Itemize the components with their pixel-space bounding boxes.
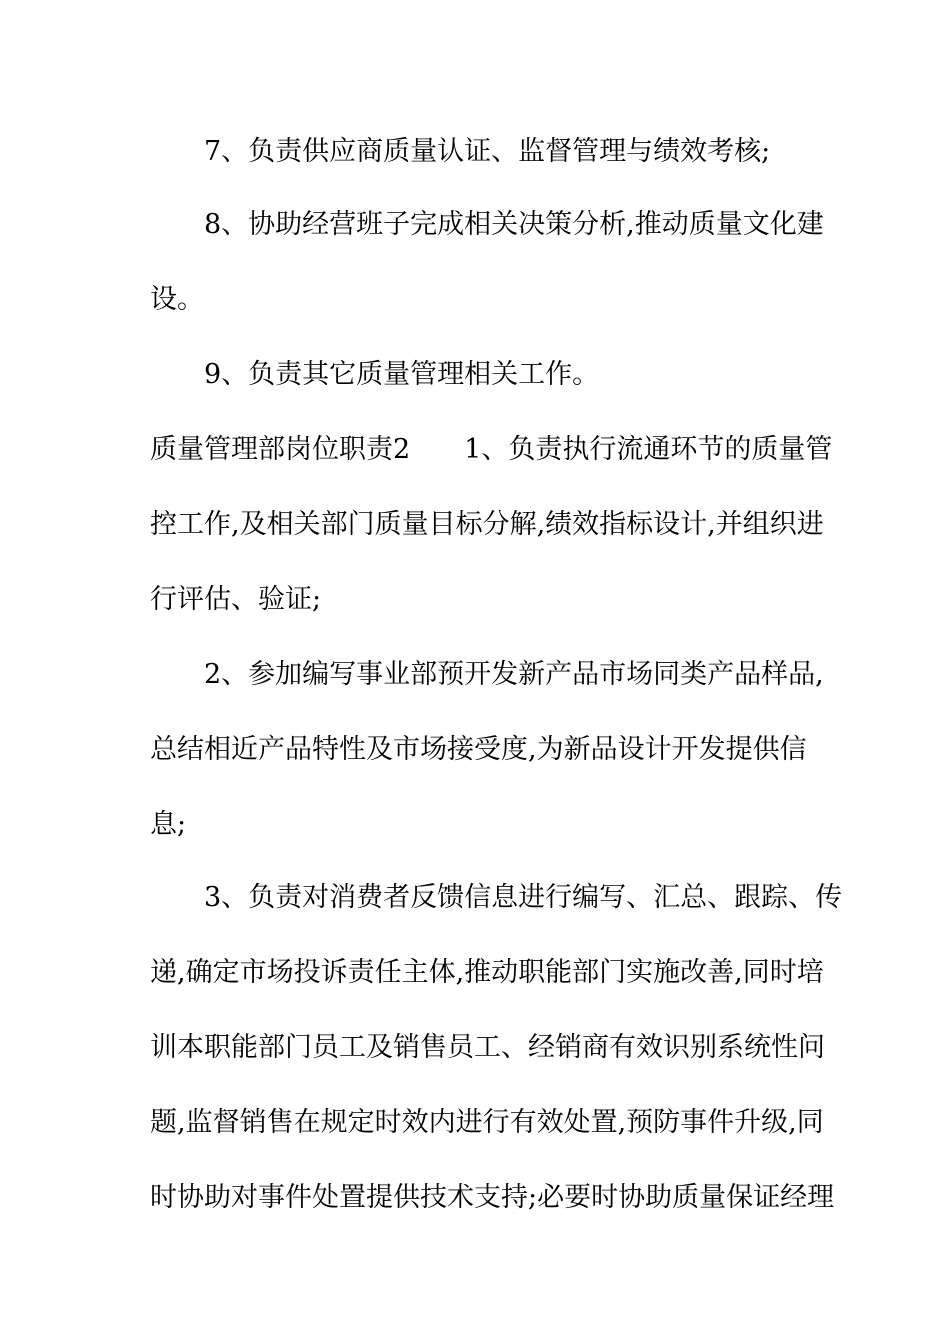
paragraph-line: 总结相近产品特性及市场接受度,为新品设计开发提供信 [150,734,807,765]
paragraph-line: 8、协助经营班子完成相关决策分析,推动质量文化建 [204,209,824,240]
section-heading-line: 质量管理部岗位职责2 1、负责执行流通环节的质量管 [150,434,833,465]
paragraph-line: 行评估、验证; [150,584,322,615]
paragraph-line: 息; [150,809,187,840]
paragraph-line: 训本职能部门员工及销售员工、经销商有效识别系统性问 [150,1032,825,1063]
paragraph-line: 设。 [150,284,204,315]
paragraph-line: 控工作,及相关部门质量目标分解,绩效指标设计,并组织进 [150,509,824,540]
paragraph-line: 题,监督销售在规定时效内进行有效处置,预防事件升级,同 [150,1107,824,1138]
paragraph-line: 9、负责其它质量管理相关工作。 [204,359,600,390]
paragraph-line: 3、负责对消费者反馈信息进行编写、汇总、跟踪、传 [204,882,843,913]
paragraph-line: 递,确定市场投诉责任主体,推动职能部门实施改善,同时培 [150,957,824,988]
paragraph-line: 7、负责供应商质量认证、监督管理与绩效考核; [204,136,771,167]
paragraph-line: 2、参加编写事业部预开发新产品市场同类产品样品, [204,659,824,690]
paragraph-line: 时协助对事件处置提供技术支持;必要时协助质量保证经理 [150,1182,835,1213]
